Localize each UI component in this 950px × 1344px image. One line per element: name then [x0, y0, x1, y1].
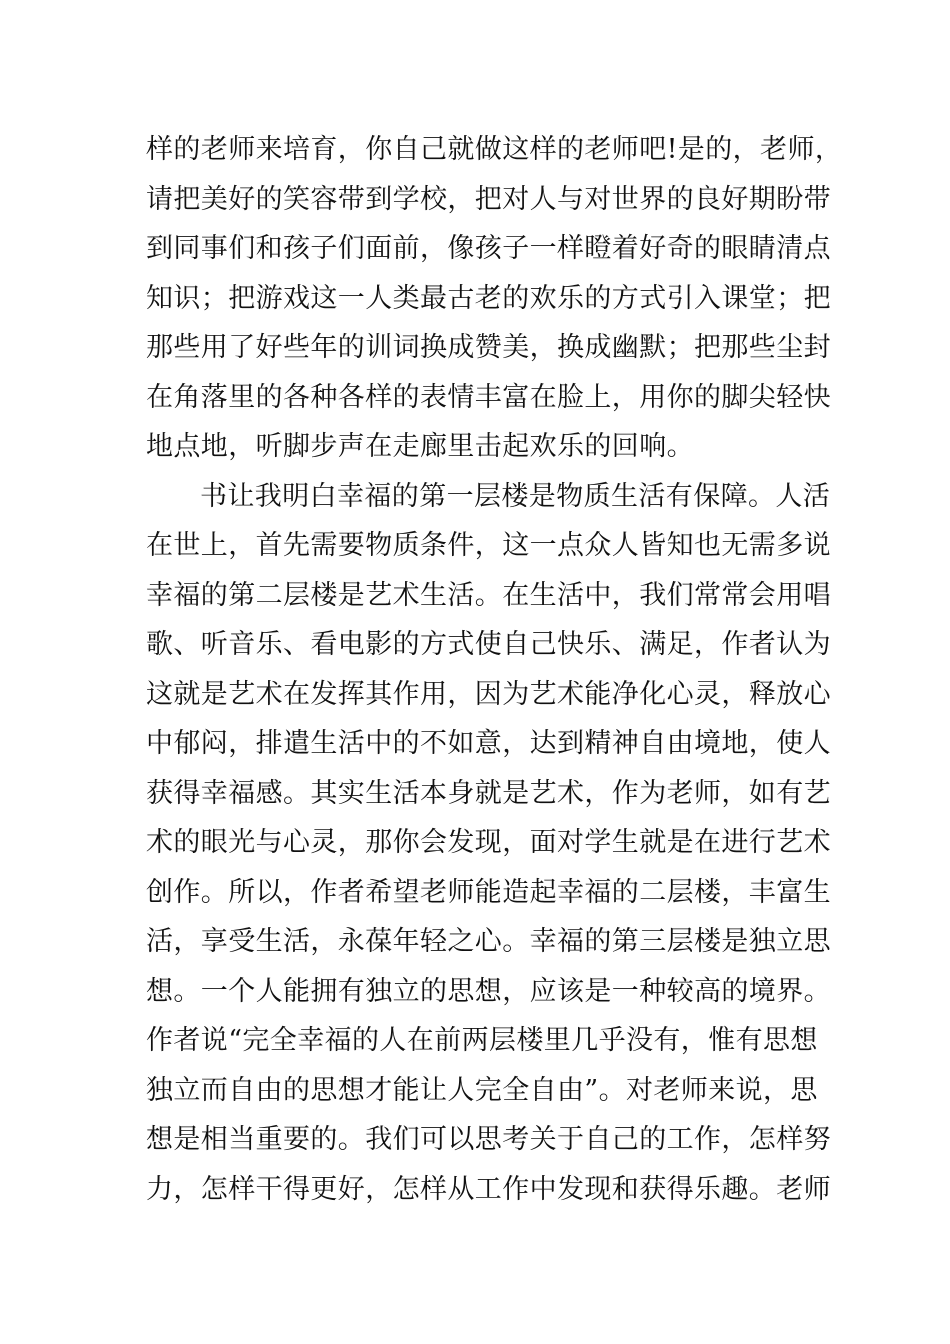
text-line: 获得幸福感。其实生活本身就是艺术，作为老师，如有艺	[146, 777, 831, 809]
text-line: 到同事们和孩子们面前，像孩子一样瞪着好奇的眼睛清点	[146, 233, 831, 264]
text-line: 独立而自由的思想才能让人完全自由”。对老师来说，思	[146, 1074, 818, 1106]
text-line: 这就是艺术在发挥其作用，因为艺术能净化心灵，释放心	[146, 678, 831, 710]
paragraph-first-line: 书让我明白幸福的第一层楼是物质生活有保障。人活	[200, 480, 831, 512]
text-line: 歌、听音乐、看电影的方式使自己快乐、满足，作者认为	[146, 629, 831, 660]
text-line: 想。一个人能拥有独立的思想，应该是一种较高的境界。	[146, 975, 831, 1007]
text-line: 创作。所以，作者希望老师能造起幸福的二层楼，丰富生	[146, 876, 831, 908]
text-line: 活，享受生活，永葆年轻之心。幸福的第三层楼是独立思	[146, 926, 831, 957]
text-line: 请把美好的笑容带到学校，把对人与对世界的良好期盼带	[146, 183, 831, 215]
text-line: 中郁闷，排遣生活中的不如意，达到精神自由境地，使人	[146, 728, 831, 759]
text-line: 知识；把游戏这一人类最古老的欢乐的方式引入课堂；把	[146, 282, 831, 314]
text-line: 想是相当重要的。我们可以思考关于自己的工作，怎样努	[146, 1124, 831, 1155]
text-line: 幸福的第二层楼是艺术生活。在生活中，我们常常会用唱	[146, 579, 831, 611]
text-line: 作者说“完全幸福的人在前两层楼里几乎没有，惟有思想	[146, 1025, 818, 1056]
text-line: 术的眼光与心灵，那你会发现，面对学生就是在进行艺术	[146, 827, 831, 858]
text-line: 那些用了好些年的训词换成赞美，换成幽默；把那些尘封	[146, 332, 831, 363]
text-line: 样的老师来培育，你自己就做这样的老师吧!是的，老师，	[146, 134, 843, 165]
text-line: 在世上，首先需要物质条件，这一点众人皆知也无需多说	[146, 530, 831, 561]
text-line: 地点地，听脚步声在走廊里击起欢乐的回响。	[146, 431, 694, 462]
text-line: 力，怎样干得更好，怎样从工作中发现和获得乐趣。老师	[146, 1173, 831, 1205]
body-text	[146, 125, 843, 1214]
text-line: 在角落里的各种各样的表情丰富在脸上，用你的脚尖轻快	[146, 381, 831, 413]
